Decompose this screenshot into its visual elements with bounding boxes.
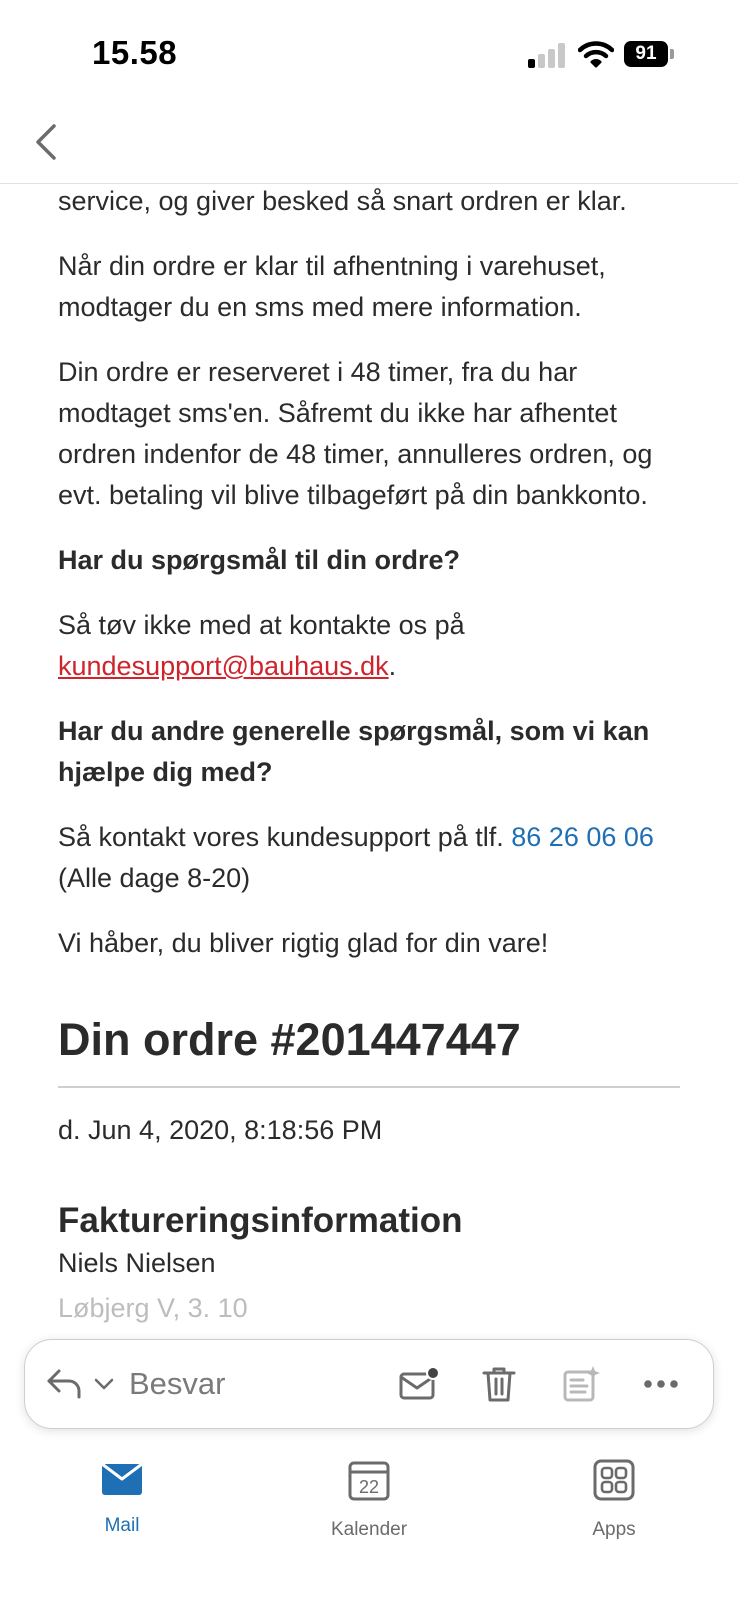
- phone-text: Så kontakt vores kundesupport på tlf.: [58, 822, 512, 852]
- tab-label: Apps: [592, 1519, 636, 1540]
- question-heading: Har du spørgsmål til din ordre?: [58, 545, 461, 575]
- email-body: [58, 183, 686, 1363]
- tab-apps[interactable]: [544, 1458, 684, 1541]
- general-heading: Har du andre generelle spørgsmål, som vi kan hjælpe dig med?: [58, 716, 650, 787]
- mark-unread-icon: [398, 1366, 440, 1402]
- tab-mail[interactable]: [52, 1458, 192, 1537]
- tab-label: Mail: [104, 1515, 140, 1536]
- billing-title: Faktureringsinformation: [58, 1201, 463, 1240]
- phone-paragraph: [58, 817, 686, 899]
- phone-number-link[interactable]: 86 26 06 06: [511, 822, 654, 852]
- trash-icon: [481, 1365, 517, 1403]
- status-bar: [0, 0, 738, 100]
- order-title: Din ordre #201447447: [58, 1014, 521, 1065]
- body-paragraph: service, og giver besked så snart ordren er klar.: [58, 186, 627, 216]
- tab-label: Kalender: [330, 1519, 408, 1540]
- tab-bar: [0, 1430, 738, 1600]
- calendar-icon: [347, 1458, 391, 1502]
- mail-icon: [98, 1458, 146, 1498]
- chevron-down-icon: [94, 1377, 114, 1391]
- body-paragraph: Når din ordre er klar til afhentning i varehuset, modtager du en sms med mere information.: [58, 251, 606, 322]
- battery-level: 91: [624, 41, 668, 67]
- phone-hours: (Alle dage 8-20): [58, 863, 251, 893]
- summarize-icon: [561, 1364, 601, 1404]
- contact-paragraph: [58, 605, 686, 687]
- nav-bar: [0, 100, 738, 184]
- reply-options-button[interactable]: [89, 1340, 119, 1428]
- calendar-day: 22: [358, 1477, 380, 1497]
- wifi-icon: [578, 40, 614, 68]
- more-button[interactable]: [639, 1340, 683, 1428]
- support-email-link[interactable]: kundesupport@bauhaus.dk: [58, 651, 389, 681]
- body-paragraph: Din ordre er reserveret i 48 timer, fra du har modtaget sms'en. Såfremt du ikke har afhentet ordren indenfor de 48 timer, annulleres ordren, og evt. betaling vil blive tilbageført på din bankkonto.: [58, 357, 653, 510]
- mark-unread-button[interactable]: [395, 1340, 443, 1428]
- reply-button[interactable]: [43, 1340, 85, 1428]
- order-date: d. Jun 4, 2020, 8:18:56 PM: [58, 1115, 383, 1145]
- billing-address: Løbjerg V, 3. 10: [58, 1293, 248, 1323]
- apps-grid-icon: [592, 1458, 636, 1502]
- action-bar: [24, 1339, 714, 1429]
- chevron-left-icon[interactable]: [26, 118, 70, 166]
- closing-text: Vi håber, du bliver rigtig glad for din vare!: [58, 928, 549, 958]
- contact-text: Så tøv ikke med at kontakte os på: [58, 610, 465, 640]
- cellular-signal-icon: [528, 42, 568, 68]
- status-time: 15.58: [92, 34, 178, 71]
- more-icon: [643, 1379, 679, 1389]
- delete-button[interactable]: [477, 1340, 521, 1428]
- summarize-button[interactable]: [559, 1340, 603, 1428]
- billing-name: Niels Nielsen: [58, 1248, 216, 1278]
- reply-icon: [45, 1367, 83, 1401]
- divider: [58, 1086, 680, 1088]
- tab-calendar[interactable]: [299, 1458, 439, 1541]
- contact-end: .: [388, 651, 397, 681]
- battery-icon: [624, 41, 674, 67]
- reply-label[interactable]: Besvar: [129, 1366, 226, 1401]
